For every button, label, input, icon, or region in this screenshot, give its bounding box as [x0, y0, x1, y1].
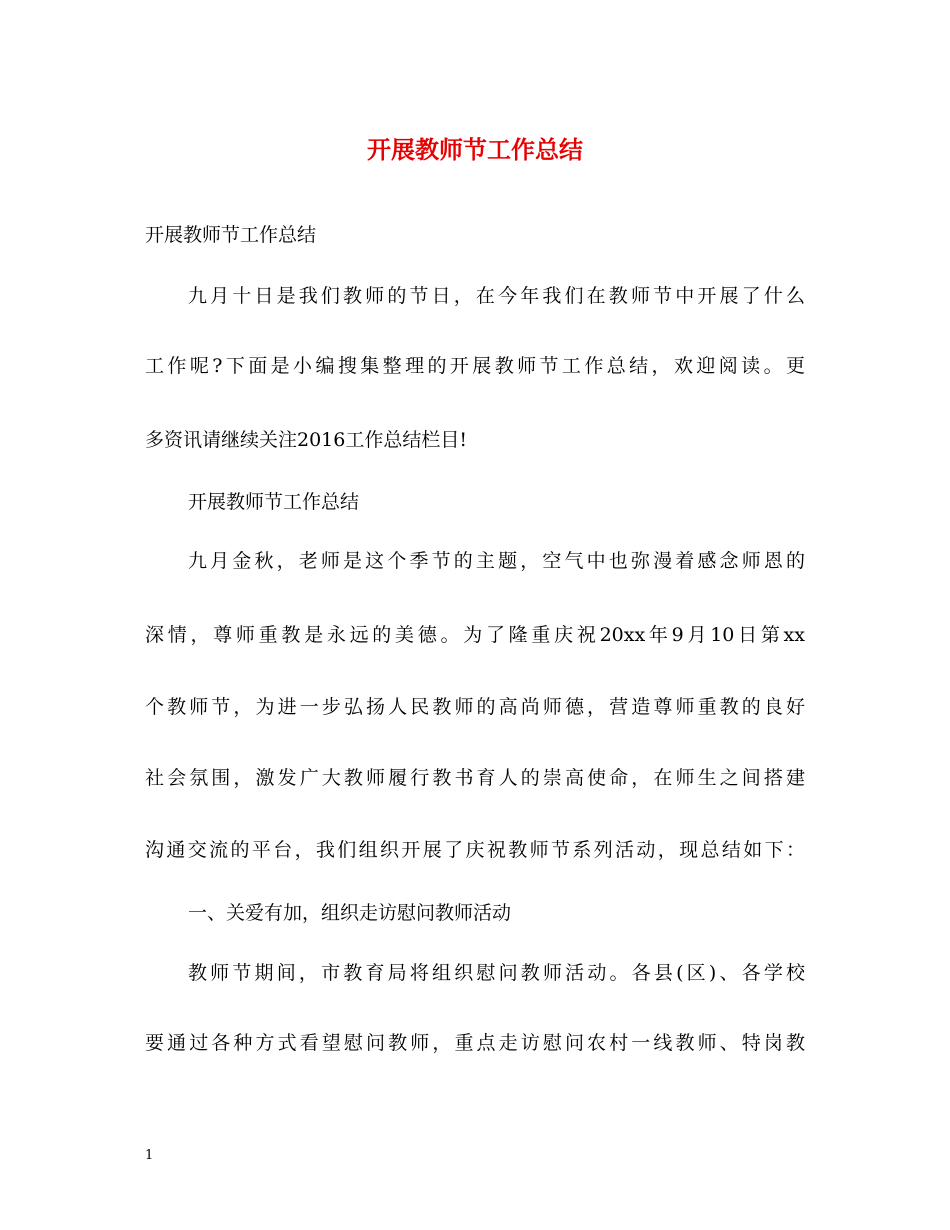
paragraph-line: 沟通交流的平台，我们组织开展了庆祝教师节系列活动，现总结如下：: [145, 839, 805, 861]
paragraph-line: 开展教师节工作总结: [145, 224, 317, 246]
paragraph-line: 社会氛围，激发广大教师履行教书育人的崇高使命，在师生之间搭建: [145, 767, 805, 789]
paragraph-line: 工作呢?下面是小编搜集整理的开展教师节工作总结，欢迎阅读。更: [145, 355, 805, 377]
page-number: 1: [145, 1148, 154, 1163]
paragraph-line: 教师节期间，市教育局将组织慰问教师活动。各县(区)、各学校: [188, 962, 805, 984]
section-heading: 一、关爱有加，组织走访慰问教师活动: [188, 902, 512, 924]
paragraph-line: 深情，尊师重教是永远的美德。为了隆重庆祝20xx年9月10日第xx: [145, 624, 805, 646]
paragraph-line: 九月十日是我们教师的节日，在今年我们在教师节中开展了什么: [188, 285, 805, 307]
paragraph-line: 个教师节，为进一步弘扬人民教师的高尚师德，营造尊师重教的良好: [145, 696, 805, 718]
document-title: 开展教师节工作总结: [367, 135, 583, 164]
paragraph-line: 九月金秋，老师是这个季节的主题，空气中也弥漫着感念师恩的: [188, 550, 805, 572]
paragraph-line: 开展教师节工作总结: [188, 491, 360, 513]
paragraph-line: 多资讯请继续关注2016工作总结栏目!: [145, 429, 467, 451]
paragraph-line: 要通过各种方式看望慰问教师，重点走访慰问农村一线教师、特岗教: [145, 1032, 805, 1054]
